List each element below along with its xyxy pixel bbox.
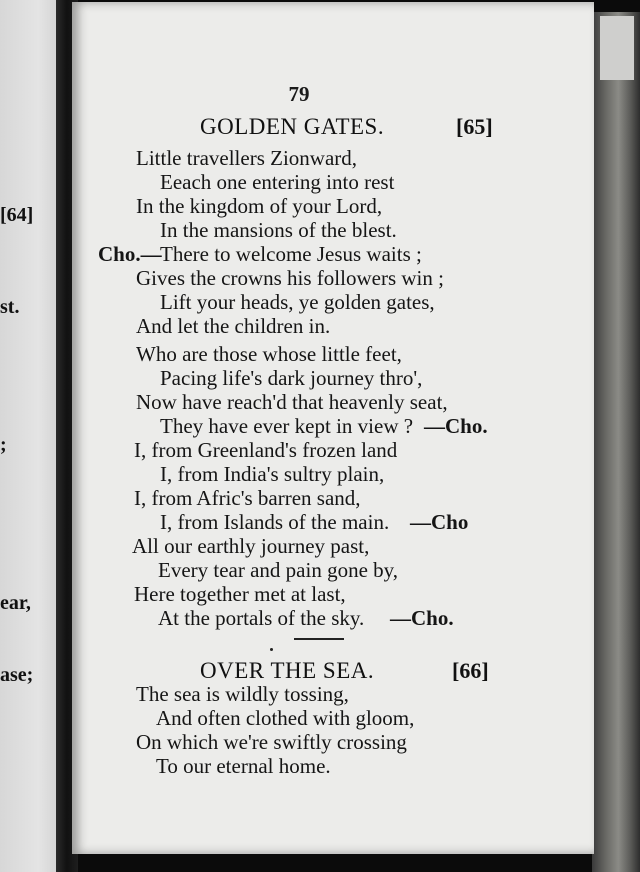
verse-line: And often clothed with gloom,: [156, 706, 415, 730]
chorus-label: —Cho: [410, 510, 469, 534]
verse-line: I, from Islands of the main.: [160, 510, 390, 534]
verse-line: I, from Greenland's frozen land: [134, 438, 398, 462]
verse-line: In the mansions of the blest.: [160, 218, 397, 242]
book-edge: [592, 12, 640, 872]
chorus-label: —Cho.: [424, 414, 488, 438]
left-page-fragment: ase;: [0, 664, 34, 686]
left-page-fragment: ;: [0, 434, 7, 456]
hymnal-page: [72, 2, 594, 854]
verse-line: All our earthly journey past,: [132, 534, 370, 558]
left-page-edge: [0, 0, 64, 872]
verse-line: At the portals of the sky.: [158, 606, 365, 630]
verse-line: Little travellers Zionward,: [136, 146, 358, 170]
section-divider: [294, 638, 344, 640]
verse-line: In the kingdom of your Lord,: [136, 194, 383, 218]
verse-line: On which we're swiftly crossing: [136, 730, 407, 754]
verse-line: Now have reach'd that heavenly seat,: [136, 390, 448, 414]
verse-line: The sea is wildly tossing,: [136, 682, 349, 706]
hymn-number: [65]: [456, 114, 493, 139]
verse-line: Eeach one entering into rest: [160, 170, 395, 194]
verse-line: Lift your heads, ye golden gates,: [160, 290, 435, 314]
page-number: 79: [288, 82, 310, 106]
verse-line: They have ever kept in view ?: [160, 414, 414, 438]
verse-line: Gives the crowns his followers win ;: [136, 266, 444, 290]
verse-line: There to welcome Jesus waits ;: [160, 242, 422, 266]
verse-line: To our eternal home.: [156, 754, 331, 778]
chorus-label: —Cho.: [390, 606, 454, 630]
hymn-number: [66]: [452, 658, 489, 683]
left-page-fragment: [64]: [0, 204, 34, 226]
left-page-fragment: ear,: [0, 592, 31, 614]
divider-dot: [270, 648, 273, 651]
chorus-label: Cho.—: [98, 242, 162, 266]
hymn-title: GOLDEN GATES.: [200, 114, 385, 139]
verse-line: Here together met at last,: [134, 582, 346, 606]
verse-line: Every tear and pain gone by,: [158, 558, 399, 582]
verse-line: I, from Afric's barren sand,: [134, 486, 361, 510]
verse-line: Who are those whose little feet,: [136, 342, 402, 366]
verse-line: And let the children in.: [136, 314, 331, 338]
verse-line: Pacing life's dark journey thro',: [160, 366, 423, 390]
verse-line: I, from India's sultry plain,: [160, 462, 385, 486]
left-page-fragment: st.: [0, 296, 20, 318]
hymn-title: OVER THE SEA.: [200, 658, 375, 683]
book-edge-tab: [600, 16, 634, 80]
